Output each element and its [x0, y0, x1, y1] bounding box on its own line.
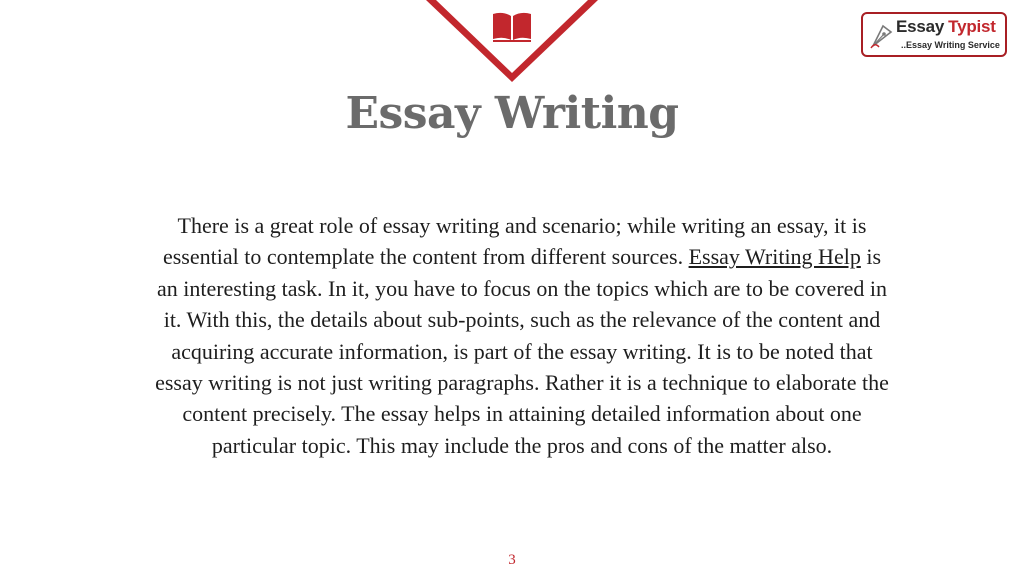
essay-typist-logo[interactable]: [861, 12, 1007, 57]
paragraph-text-after-link: is an interesting task. In it, you have to focus on the topics which are to be covered in it. With this, the details about sub-points, such as the relevance of the content and acquiring accurate information, is part of the essay writing. It is to be noted that essay writing is not just writing paragraphs. Rather it is a technique to elaborate the content precisely. The essay helps in attaining detailed information about one particular topic. This may include the pros and cons of the matter also.: [155, 244, 889, 458]
essay-writing-help-link[interactable]: Essay Writing Help: [688, 244, 861, 270]
slide-title: Essay Writing: [345, 88, 679, 139]
logo-tagline: ..Essay Writing Service: [901, 40, 1000, 50]
logo-brand-word-2: Typist: [948, 17, 996, 36]
pen-nib-icon: [869, 20, 895, 50]
logo-brand-word-1: Essay: [896, 17, 945, 36]
paragraph-text-before-link: There is a great role of essay writing and scenario; while writing an essay, it is essential to contemplate the content from different sources.: [162, 213, 867, 270]
slide-body-paragraph: [150, 210, 894, 461]
page-number: 3: [508, 552, 516, 568]
logo-brand: [896, 17, 996, 37]
